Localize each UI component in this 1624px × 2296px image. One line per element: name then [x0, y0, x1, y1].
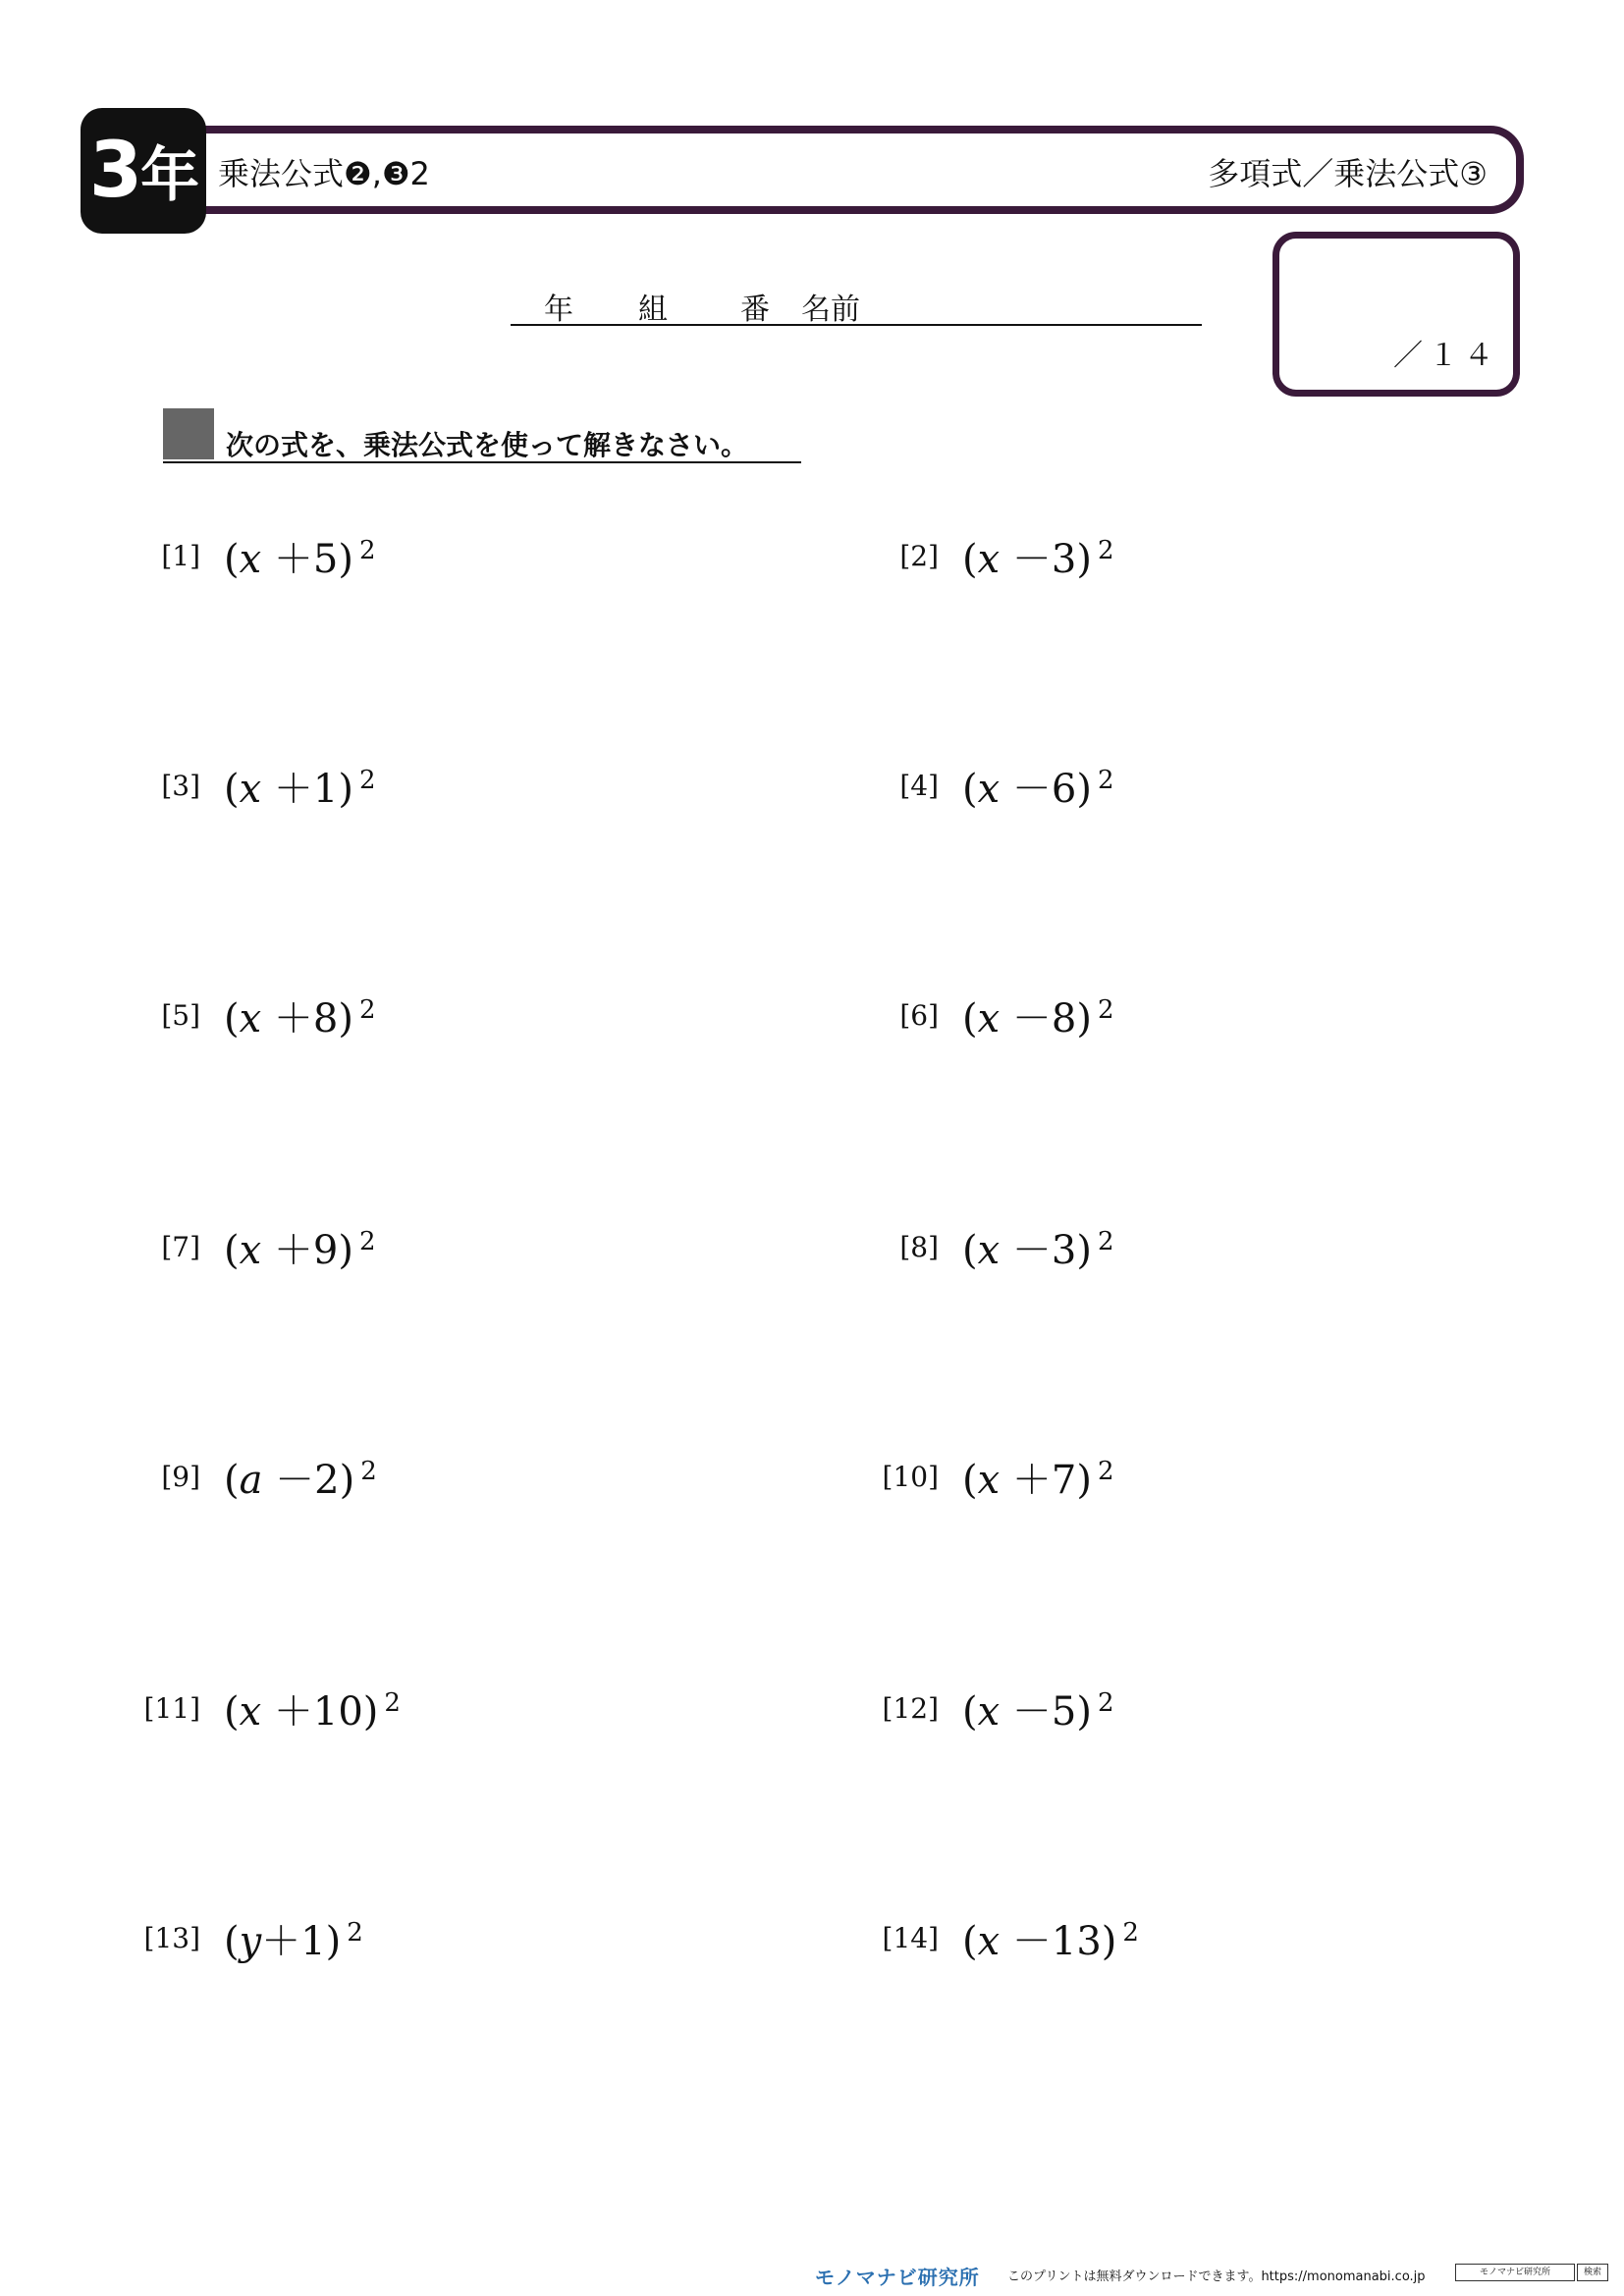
expression-open-paren: (: [224, 767, 240, 812]
expression-rest: ＋1): [261, 1919, 342, 1964]
expression-exponent: 2: [1122, 1918, 1139, 1948]
class-label: 組: [638, 293, 668, 327]
header-bar-content: [196, 135, 1507, 204]
expression-open-paren: (: [962, 767, 978, 812]
name-label: 名前: [801, 293, 860, 327]
expression-open-paren: (: [224, 996, 240, 1041]
problem-expression: [224, 1681, 401, 1736]
expression-variable: y: [239, 1919, 262, 1964]
expression-rest: ＋9): [261, 1228, 353, 1273]
problem-expression: [224, 1449, 377, 1505]
expression-open-paren: (: [962, 1458, 978, 1503]
grade-suffix: 年: [140, 141, 198, 210]
problem-expression: [962, 1910, 1139, 1966]
expression-open-paren: (: [962, 1228, 978, 1273]
expression-variable: x: [977, 1689, 1001, 1735]
problem-number: [1]: [161, 540, 200, 572]
footer-text: このプリントは無料ダウンロードできます。https://monomanabi.co.jp: [1007, 2269, 1426, 2284]
expression-rest: －3): [1000, 537, 1092, 582]
expression-variable: x: [977, 1458, 1001, 1503]
expression-exponent: 2: [358, 1227, 376, 1256]
expression-exponent: 2: [1097, 1457, 1114, 1486]
score-total: ／１４: [1393, 339, 1499, 373]
expression-exponent: 2: [1097, 766, 1114, 795]
grade-number: 3: [88, 127, 141, 215]
expression-variable: x: [977, 1919, 1001, 1964]
expression-open-paren: (: [962, 1689, 978, 1735]
instruction-marker: [163, 408, 214, 459]
number-label: 番: [740, 293, 770, 327]
expression-rest: ＋7): [1000, 1458, 1092, 1503]
expression-exponent: 2: [1097, 1227, 1114, 1256]
problem-number: [9]: [161, 1461, 200, 1493]
expression-open-paren: (: [962, 537, 978, 582]
problem-number: [4]: [899, 770, 939, 802]
expression-exponent: 2: [1097, 1688, 1114, 1718]
worksheet-title: 乗法公式❷,❸2: [218, 155, 430, 192]
problem-expression: [962, 1681, 1114, 1736]
problem-expression: [224, 758, 376, 814]
problem-number: [2]: [899, 540, 939, 572]
expression-rest: －8): [1000, 996, 1092, 1041]
expression-open-paren: (: [224, 1228, 240, 1273]
expression-variable: x: [977, 767, 1001, 812]
expression-exponent: 2: [360, 1457, 377, 1486]
score-box[interactable]: [1272, 232, 1520, 397]
expression-variable: x: [239, 1228, 262, 1273]
expression-open-paren: (: [224, 1919, 240, 1964]
expression-open-paren: (: [224, 537, 240, 582]
problem-expression: [962, 988, 1114, 1043]
expression-open-paren: (: [962, 1919, 978, 1964]
problem-number: [14]: [882, 1922, 939, 1954]
expression-open-paren: (: [224, 1689, 240, 1735]
expression-rest: －13): [1000, 1919, 1117, 1964]
problem-number: [6]: [899, 999, 939, 1032]
problem-expression: [224, 528, 376, 584]
expression-exponent: 2: [347, 1918, 363, 1948]
problem-number: [12]: [882, 1692, 939, 1725]
problem-number: [10]: [882, 1461, 939, 1493]
problem-expression: [962, 1449, 1114, 1505]
expression-rest: ＋1): [261, 767, 353, 812]
expression-variable: x: [977, 537, 1001, 582]
expression-exponent: 2: [358, 995, 376, 1025]
expression-exponent: 2: [1097, 995, 1114, 1025]
expression-variable: a: [239, 1458, 263, 1503]
name-line[interactable]: [511, 285, 1202, 326]
instruction-underline: [163, 461, 801, 463]
expression-variable: x: [239, 1689, 262, 1735]
expression-open-paren: (: [962, 996, 978, 1041]
problem-number: [13]: [143, 1922, 200, 1954]
expression-exponent: 2: [1097, 536, 1114, 565]
expression-exponent: 2: [358, 766, 376, 795]
problem-number: [3]: [161, 770, 200, 802]
problem-number: [5]: [161, 999, 200, 1032]
problem-number: [11]: [143, 1692, 200, 1725]
expression-exponent: 2: [384, 1688, 401, 1718]
problem-expression: [224, 1910, 363, 1966]
expression-rest: ＋5): [261, 537, 353, 582]
problem-expression: [962, 758, 1114, 814]
year-label: 年: [544, 293, 573, 327]
expression-variable: x: [977, 1228, 1001, 1273]
problem-expression: [962, 528, 1114, 584]
expression-variable: x: [239, 767, 262, 812]
problem-expression: [962, 1219, 1114, 1275]
grade-badge: [81, 108, 206, 234]
problem-expression: [224, 988, 376, 1043]
expression-rest: －3): [1000, 1228, 1092, 1273]
expression-open-paren: (: [224, 1458, 240, 1503]
problem-expression: [224, 1219, 376, 1275]
footer-search-button: 検索: [1577, 2264, 1608, 2281]
problem-number: [8]: [899, 1231, 939, 1263]
instruction-text: 次の式を、乗法公式を使って解きなさい。: [226, 429, 749, 461]
expression-rest: ＋10): [261, 1689, 379, 1735]
expression-rest: ＋8): [261, 996, 353, 1041]
expression-rest: －2): [262, 1458, 355, 1503]
expression-rest: －6): [1000, 767, 1092, 812]
expression-rest: －5): [1000, 1689, 1092, 1735]
expression-variable: x: [239, 537, 262, 582]
expression-exponent: 2: [358, 536, 376, 565]
footer-logo: モノマナビ研究所: [815, 2266, 980, 2289]
footer: [815, 2262, 1601, 2289]
worksheet-category: 多項式／乗法公式③: [1208, 155, 1488, 192]
expression-variable: x: [977, 996, 1001, 1041]
expression-variable: x: [239, 996, 262, 1041]
problem-number: [7]: [161, 1231, 200, 1263]
footer-search-box: モノマナビ研究所: [1455, 2264, 1575, 2281]
